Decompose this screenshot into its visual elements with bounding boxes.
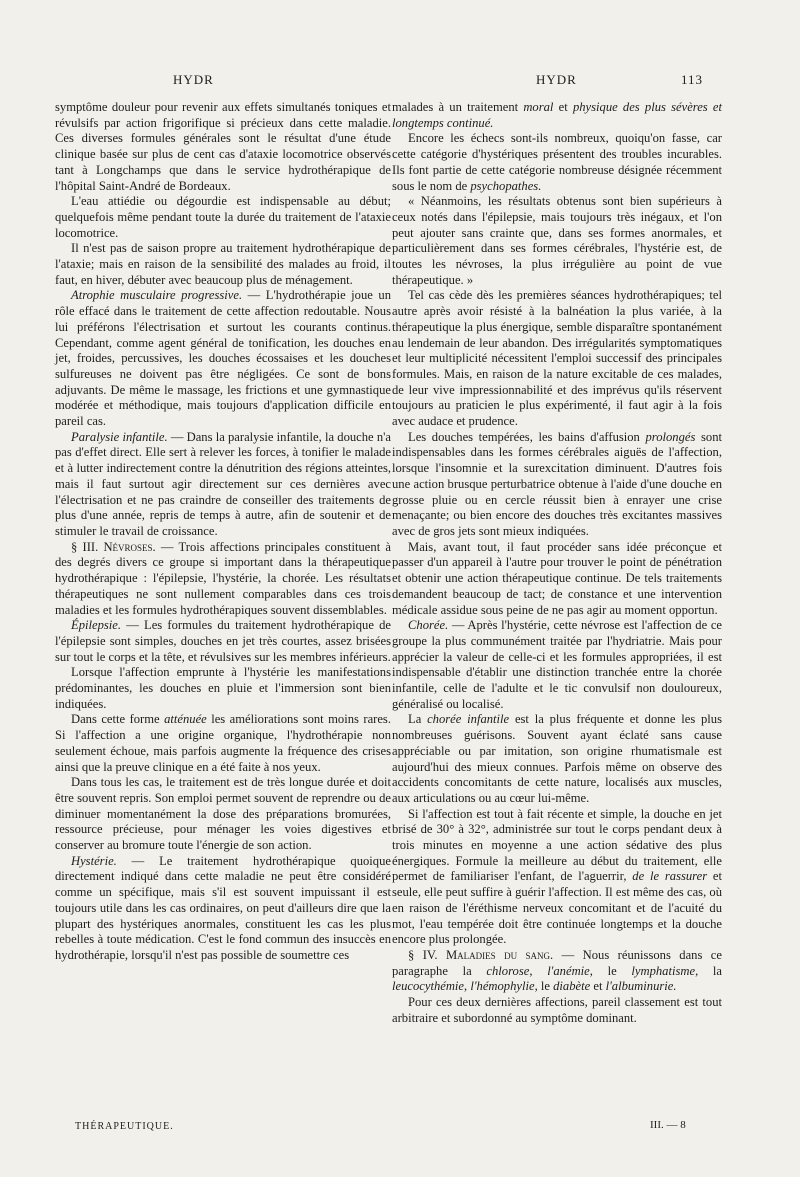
left-column [55, 100, 391, 964]
paragraph: Dans cette forme atténuée les améliorations sont moins rares. Si l'affection a une origine organique, l'hydrothérapie non seulement échoue, mais parfois augmente la fréquence des crises ainsi que la preuve clinique en a été faite à nos yeux. [55, 712, 391, 774]
paragraph: La chorée infantile est la plus fréquente et donne les plus nombreuses guérisons. Souvent ayant éclaté sans cause appréciable ou par imitation, son origine rhumatismale est aujourd'hui des mieux connues. Parfois même on observe des accidents concomitants de cette nature, localisés aux muscles, aux articulations ou au cœur lui-même. [392, 712, 723, 805]
paragraph: « Néanmoins, les résultats obtenus sont bien supérieurs à ceux notés dans l'épilepsie, mais toujours très inégaux, et l'on peut ajouter sans crainte que, dans ses formes anormales, et particulièrement dans ses formes cérébrales, l'hystérie est, de toutes les névroses, la plus irrégulière au point de vue thérapeutique. » [392, 194, 722, 287]
paragraph: Chorée. — Après l'hystérie, cette névrose est l'affection de ce groupe la plus communément traitée par l'hydriatrie. Mais pour apprécier la valeur de celle-ci et les formules appropriées, il est indispensable d'établir une distinction tranchée entre la chorée infantile, celle de l'adulte et le tic convulsif non douloureux, généralisé ou localisé. [392, 618, 722, 711]
paragraph: Il n'est pas de saison propre au traitement hydrothérapique de l'ataxie; mais en raison de la sensibilité des malades au froid, il faut, en hiver, débuter avec beaucoup plus de ménagement. [55, 241, 391, 287]
paragraph: Encore les échecs sont-ils nombreux, quoiqu'on fasse, car cette catégorie d'hystériques présentent des troubles incurables. Ils font partie de cette catégorie nombreuse désignée récemment sous le nom de psychopathes. [392, 131, 722, 193]
paragraph: Pour ces deux dernières affections, pareil classement est tout arbitraire et subordonné au symptôme dominant. [392, 995, 722, 1025]
section-number: § IV. [408, 947, 446, 962]
paragraph: L'eau attiédie ou dégourdie est indispensable au début; quelquefois même pendant toute la durée du traitement de l'ataxie locomotrice. [55, 194, 391, 240]
running-head-left: HYDR [173, 72, 214, 87]
paragraph: § III. Névroses. — Trois affections principales constituent à des degrés divers ce groupe si important dans la thérapeutique hydrothérapique : l'épilepsie, l'hystérie, la chorée. Les résultats thérapeutiques ne sont nullement comparables dans ces trois maladies et les formules hydrothérapiques souvent dissemblables. [55, 539, 391, 617]
subsection-title: Épilepsie. [71, 618, 122, 633]
paragraph: Paralysie infantile. — Dans la paralysie infantile, la douche n'a pas d'effet direct. Elle sert à relever les forces, à tonifier le malade et à lutter indirectement contre la dénutrition des régions atteintes, mais il faut surtout agir directement sur ces dernières avec l'électrisation et ne pas craindre de conseiller des traitements de plus d'une année, repris de temps à autre, afin de soutenir et de stimuler le travail de croissance. [55, 429, 391, 538]
paragraph: malades à un traitement moral et physique des plus sévères et longtemps continué. [392, 100, 722, 130]
footer-signature: THÉRAPEUTIQUE. [75, 1121, 174, 1132]
section-number: § III. [71, 539, 104, 554]
paragraph: Tel cas cède dès les premières séances hydrothérapiques; tel autre après avoir résisté à la balnéation la plus variée, à la thérapeutique la plus énergique, semble disparaître spontanément au lendemain de leur abandon. Des irrégularités symptomatiques et leur multiplicité nécessitent l'emploi successif des principales formules. Mais, en raison de la nature excitable de ces malades, de leur vive impressionnabilité et des imprévus qu'ils réservent toujours au praticien le plus expérimenté, il faut agir à la fois avec audace et prudence. [392, 288, 722, 429]
footer-folio: III. — 8 [650, 1119, 686, 1131]
page-number: 113 [681, 72, 704, 87]
paragraph: Mais, avant tout, il faut procéder sans idée préconçue et passer d'un appareil à l'autre pour trouver le point de pénétration et obtenir une action thérapeutique continue. De tels traitements demandent beaucoup de tact; de constance et une intervention médicale assidue sous peine de ne pas agir au moment opportun. [392, 539, 722, 617]
right-column [392, 100, 722, 1026]
paragraph: Les douches tempérées, les bains d'affusion prolongés sont indispensables dans les formes cérébrales aiguës de l'affection, lorsque l'insomnie et la surexcitation diminuent. D'autres fois une action brusque perturbatrice obtenue à l'aide d'une douche en grosse pluie ou en cercle réussit bien à enrayer une crise menaçante; ou bien encore des douches très excitantes massives avec de gros jets sont mieux indiquées. [392, 429, 722, 538]
subsection-title: Atrophie musculaire progressive. [71, 288, 243, 303]
running-head-right: HYDR [536, 72, 577, 87]
paragraph: § IV. Maladies du sang. — Nous réunissons dans ce paragraphe la chlorose, l'anémie, le lymphatisme, la leucocythémie, l'hémophylie, le diabète et l'albuminurie. [392, 947, 722, 994]
subsection-title: Chorée. [408, 618, 449, 633]
paragraph: Si l'affection est tout à fait récente et simple, la douche en jet brisé de 30° à 32°, administrée sur tout le corps pendant deux à trois minutes en moyenne a une action sédative des plus énergiques. Formule la meilleure au début du traitement, elle permet de familiariser l'enfant, de l'aguerrir, de le rassurer et seule, elle peut suffire à guérir l'affection. Il est même des cas, où en raison de l'éréthisme nerveux concomitant et de l'acuité du mot, l'eau tempérée doit être continuée longtemps et la douche encore plus prolongée. [392, 806, 722, 947]
section-heading: Maladies du sang. [445, 947, 554, 962]
paragraph: Épilepsie. — Les formules du traitement hydrothérapique de l'épilepsie sont simples, douches en jet très courtes, assez brisées sur tout le corps et la tête, et révulsives sur les membres inférieurs. [55, 618, 391, 664]
paragraph: Hystérie. — Le traitement hydrothérapique quoique directement indiqué dans cette maladie ne peut être considéré comme un spécifique, mais s'il est souvent impuissant il est toujours utile dans les cas ordinaires, on peut d'ailleurs dire que la plupart des hystériques anormales, constituent les cas les plus rebelles à toute médication. C'est le fond commun des insuccès en hydrothérapie, lorsqu'il n'est pas possible de soumettre ces [55, 853, 391, 962]
section-heading: Névroses. [103, 539, 156, 554]
paragraph: Dans tous les cas, le traitement est de très longue durée et doit être souvent repris. Son emploi permet souvent de reprendre ou de diminuer momentanément la dose des préparations bromurées, ressource précieuse, pour ménager les voies digestives et conserver au bromure toute l'énergie de son action. [55, 775, 391, 853]
paragraph: Lorsque l'affection emprunte à l'hystérie les manifestations prédominantes, les douches en pluie et l'immersion sont bien indiquées. [55, 665, 391, 711]
paragraph: Atrophie musculaire progressive. — L'hydrothérapie joue un rôle effacé dans le traitement de cette affection redoutable. Nous lui préférons l'électrisation et surtout les courants continus. Cependant, comme agent général de tonification, les douches en jet, froides, percussives, les douches écossaises et les douches sulfureuses ne doivent pas être négligées. Ce sont de bons adjuvants. De même le massage, les frictions et une gymnastique modérée et méthodique, mais toujours d'application difficile en pareil cas. [55, 288, 391, 429]
subsection-title: Hystérie. [71, 853, 117, 868]
paragraph: symptôme douleur pour revenir aux effets simultanés toniques et révulsifs par action frigorifique si précieux dans cette maladie. Ces diverses formules générales sont le résultat d'une étude clinique basée sur plus de cent cas d'ataxie locomotrice observés tant à Longchamps que dans le service hydrothérapique de l'hôpital Saint-André de Bordeaux. [55, 100, 391, 193]
subsection-title: Paralysie infantile. [71, 429, 168, 444]
